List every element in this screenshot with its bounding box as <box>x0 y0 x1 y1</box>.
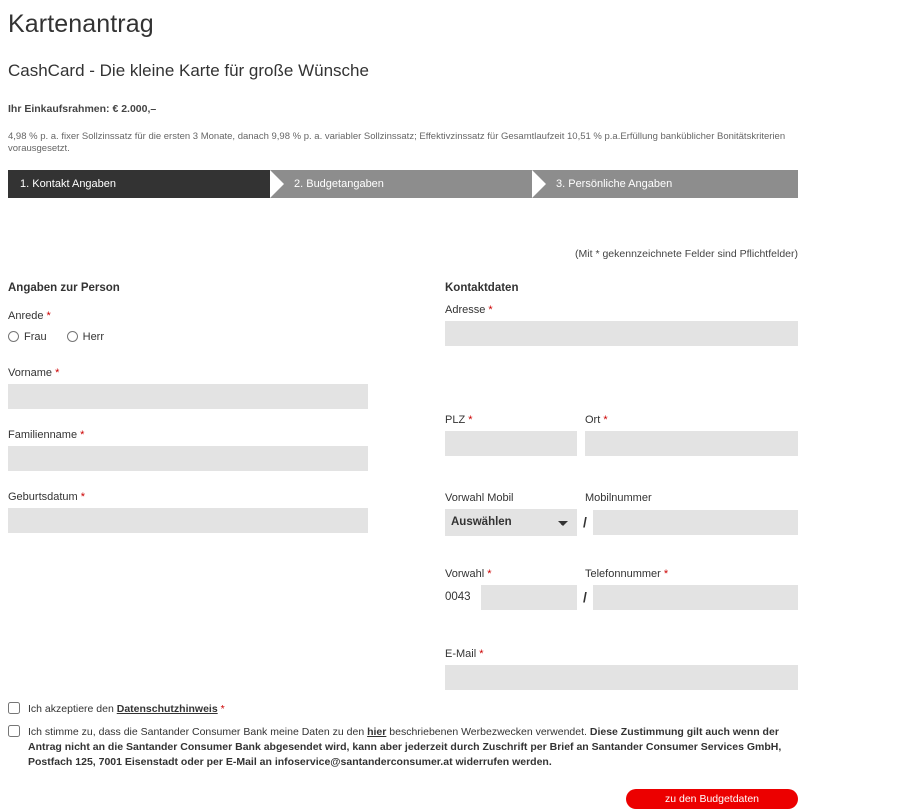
marketing-consent-checkbox[interactable] <box>8 725 20 737</box>
submit-row <box>8 789 798 809</box>
country-code-prefix: 0043 <box>445 591 471 604</box>
anrede-radio-herr[interactable] <box>67 331 78 342</box>
mobil-inputs <box>445 509 798 536</box>
step-1-kontakt-angaben[interactable] <box>8 170 270 198</box>
familienname-label <box>8 429 368 441</box>
mandatory-fields-note: (Mit * gekennzeichnete Felder sind Pflichtfelder) <box>575 247 798 260</box>
telefon-row <box>445 568 798 610</box>
application-form <box>8 282 798 692</box>
vorwahl-label-text: Vorwahl <box>445 567 485 580</box>
anrede-option-herr-label: Herr <box>82 330 105 343</box>
plz-ort-row <box>445 414 798 456</box>
progress-steps <box>8 170 798 198</box>
vorwahl-required-marker: * <box>487 567 492 580</box>
page-subtitle: CashCard - Die kleine Karte für große Wünsche <box>8 61 369 80</box>
person-section-title: Angaben zur Person <box>8 281 120 294</box>
plz-required-marker: * <box>468 413 473 426</box>
adresse-input[interactable] <box>445 321 798 346</box>
geburtsdatum-input[interactable] <box>8 508 368 533</box>
page-content <box>0 10 898 809</box>
werbezwecke-hier-link[interactable]: hier <box>367 725 387 738</box>
interest-disclaimer: 4,98 % p. a. fixer Sollzinssatz für die ersten 3 Monate, danach 9,98 % p. a. variabler Sollzinssatz; Effektivzinssatz für Gesamtlaufzeit 10,51 % p.a.Erfüllung banküblicher Bonitätskriterien vorausgesetzt. <box>8 131 786 155</box>
contact-section-title: Kontaktdaten <box>445 281 519 294</box>
plz-field <box>445 414 577 456</box>
person-section <box>8 282 368 553</box>
privacy-consent-checkbox[interactable] <box>8 702 20 714</box>
geburtsdatum-label-text: Geburtsdatum <box>8 490 78 503</box>
step-3-persoenliche-angaben[interactable] <box>532 170 798 198</box>
mobil-row <box>445 492 798 536</box>
contact-section <box>445 281 798 660</box>
privacy-required-marker: * <box>220 702 225 715</box>
plz-label <box>445 414 577 426</box>
step-2-budgetangaben[interactable] <box>270 170 532 198</box>
anrede-option-herr[interactable] <box>67 331 104 343</box>
adresse-field <box>445 304 798 346</box>
vorwahl-mobil-label: Vorwahl Mobil <box>445 491 514 504</box>
telefonnummer-input[interactable] <box>593 585 798 610</box>
anrede-label-text: Anrede <box>8 309 44 322</box>
privacy-consent-row <box>8 702 798 717</box>
telefonnummer-label <box>585 568 668 580</box>
plz-input[interactable] <box>445 431 577 456</box>
anrede-radio-frau[interactable] <box>8 331 19 342</box>
email-label <box>445 648 798 660</box>
telefonnummer-required-marker: * <box>663 567 669 580</box>
familienname-field <box>8 429 368 471</box>
ort-label-text: Ort <box>585 413 601 426</box>
privacy-consent-prefix: Ich akzeptiere den <box>28 702 117 715</box>
anrede-required-marker: * <box>46 309 51 322</box>
mobilnummer-label: Mobilnummer <box>585 491 652 504</box>
adresse-label <box>445 304 798 316</box>
email-input[interactable] <box>445 665 798 690</box>
ort-required-marker: * <box>603 413 608 426</box>
ort-field <box>585 414 798 456</box>
anrede-option-frau[interactable] <box>8 331 47 343</box>
marketing-consent-row <box>8 725 798 771</box>
mobilnummer-input[interactable] <box>593 510 798 535</box>
marketing-consent-part2: beschriebenen Werbezwecken verwendet. <box>386 725 590 738</box>
vorname-label <box>8 367 368 379</box>
geburtsdatum-field <box>8 491 368 533</box>
mobil-labels <box>445 492 798 509</box>
marketing-consent-text <box>28 725 798 771</box>
datenschutzhinweis-link[interactable]: Datenschutzhinweis <box>116 702 218 715</box>
vorwahl-mobil-select[interactable] <box>445 509 577 536</box>
zu-den-budgetdaten-button[interactable]: zu den Budgetdaten <box>626 789 798 809</box>
telefon-inputs <box>445 585 798 610</box>
familienname-label-text: Familienname <box>8 428 78 441</box>
mobil-slash-separator: / <box>583 514 587 531</box>
geburtsdatum-required-marker: * <box>80 490 86 503</box>
email-field <box>445 648 798 690</box>
marketing-consent-bold: Diese Zustimmung gilt auch wenn der Antrag nicht an die Santander Consumer Bank abgesendet wird, kann aber jederzeit durch Zuschrift per Brief an Santander Consumer Services GmbH, Postfach 125, 7001 Eisenstadt oder per E-Mail an infoservice@santanderconsumer.at widerrufen werden. <box>28 725 782 769</box>
marketing-consent-part1: Ich stimme zu, dass die Santander Consumer Bank meine Daten zu den <box>28 725 368 738</box>
ort-label <box>585 414 798 426</box>
anrede-radio-group <box>8 327 368 347</box>
adresse-required-marker: * <box>488 303 493 316</box>
telefon-labels <box>445 568 798 585</box>
plz-label-text: PLZ <box>445 413 466 426</box>
familienname-input[interactable] <box>8 446 368 471</box>
telefon-slash-separator: / <box>583 589 587 606</box>
vorname-label-text: Vorname <box>8 366 53 379</box>
vorname-input[interactable] <box>8 384 368 409</box>
kartenantrag-page <box>0 10 898 805</box>
consent-section <box>8 702 798 771</box>
familienname-required-marker: * <box>80 428 85 441</box>
ort-input[interactable] <box>585 431 798 456</box>
vorname-required-marker: * <box>55 366 60 379</box>
credit-limit-line: Ihr Einkaufsrahmen: € 2.000,– <box>8 103 157 115</box>
anrede-field <box>8 310 368 347</box>
anrede-label <box>8 310 368 322</box>
page-title: Kartenantrag <box>8 10 154 38</box>
vorname-field <box>8 367 368 409</box>
step-1-label: 1. Kontakt Angaben <box>20 177 117 190</box>
telefonnummer-label-text: Telefonnummer <box>585 567 661 580</box>
vorwahl-label <box>445 568 585 580</box>
step-3-label: 3. Persönliche Angaben <box>556 177 673 190</box>
vorwahl-input[interactable] <box>481 585 577 610</box>
adresse-label-text: Adresse <box>445 303 486 316</box>
privacy-consent-text <box>28 702 225 717</box>
anrede-option-frau-label: Frau <box>24 330 47 343</box>
email-required-marker: * <box>479 647 484 660</box>
geburtsdatum-label <box>8 491 368 503</box>
step-2-label: 2. Budgetangaben <box>294 177 384 190</box>
email-label-text: E-Mail <box>445 647 477 660</box>
